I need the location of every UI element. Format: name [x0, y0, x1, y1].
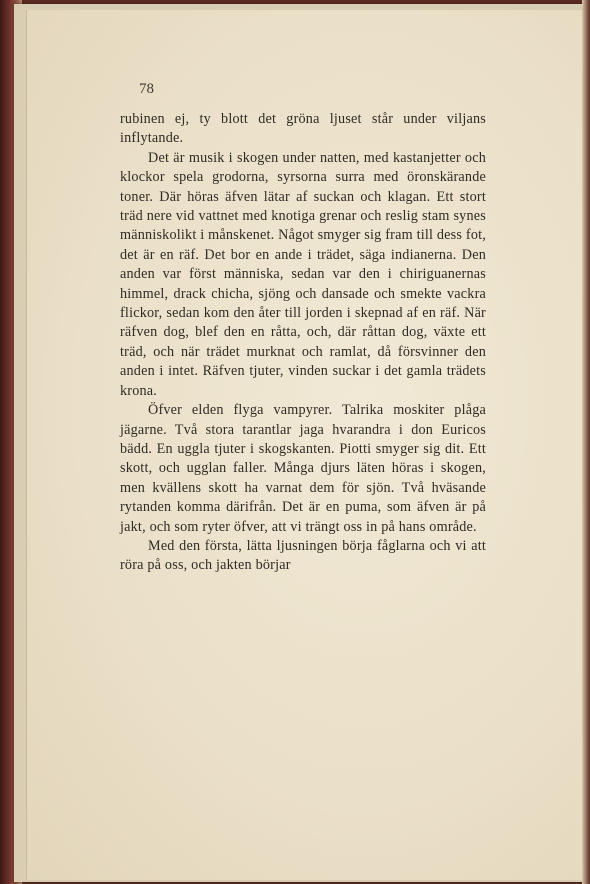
page-text [120, 110, 486, 576]
paragraph: rubinen ej, ty blott det gröna ljuset står under viljans inflytande. [120, 111, 486, 147]
paragraph: Med den första, lätta ljusningen börja fåglarna och vi att röra på oss, och jakten börjar [120, 537, 486, 574]
paragraph: Det är musik i skogen under natten, med kastanjetter och klockor spela grodorna, syrsorna surra med öronskärande toner. Där höras äfven lätar af suckan och klagan. Ett stort träd nere vid vattnet med knotiga grenar och reslig stam synes människolikt i månskenet. Något smyger sig fram till dess fot, det är en räf. Det bor en ande i trädet, säga indianerna. Den anden var först människa, sedan var den i chiriguanernas himmel, drack chicha, sjöng och dansade och smekte vackra flickor, sedan kom den åter till jorden i skepnad af en räf. När räfven dog, blef den en råtta, och, där råttan dog, växte ett träd, och när trädet murknat och ramlat, då försvinner den anden i intet. Räfven tjuter, vinden suckar i det gamla trädets krona. [120, 149, 486, 399]
paragraph: Öfver elden flyga vampyrer. Talrika moskiter plåga jägarne. Två stora tarantlar jaga hvarandra i don Euricos bädd. En uggla tjuter i skogskanten. Piotti smyger sig dit. Ett skott, och ugglan faller. Många djurs läten höras i skogen, men kvällens skott ha varnat dem för sjön. Två hväsande rytanden komma därifrån. Det är en puma, som äfven är på jakt, och som ryter öfver, att vi trängt oss in på hans område. [120, 402, 486, 535]
right-cover-edge [582, 0, 590, 884]
page-number: 78 [139, 81, 154, 97]
